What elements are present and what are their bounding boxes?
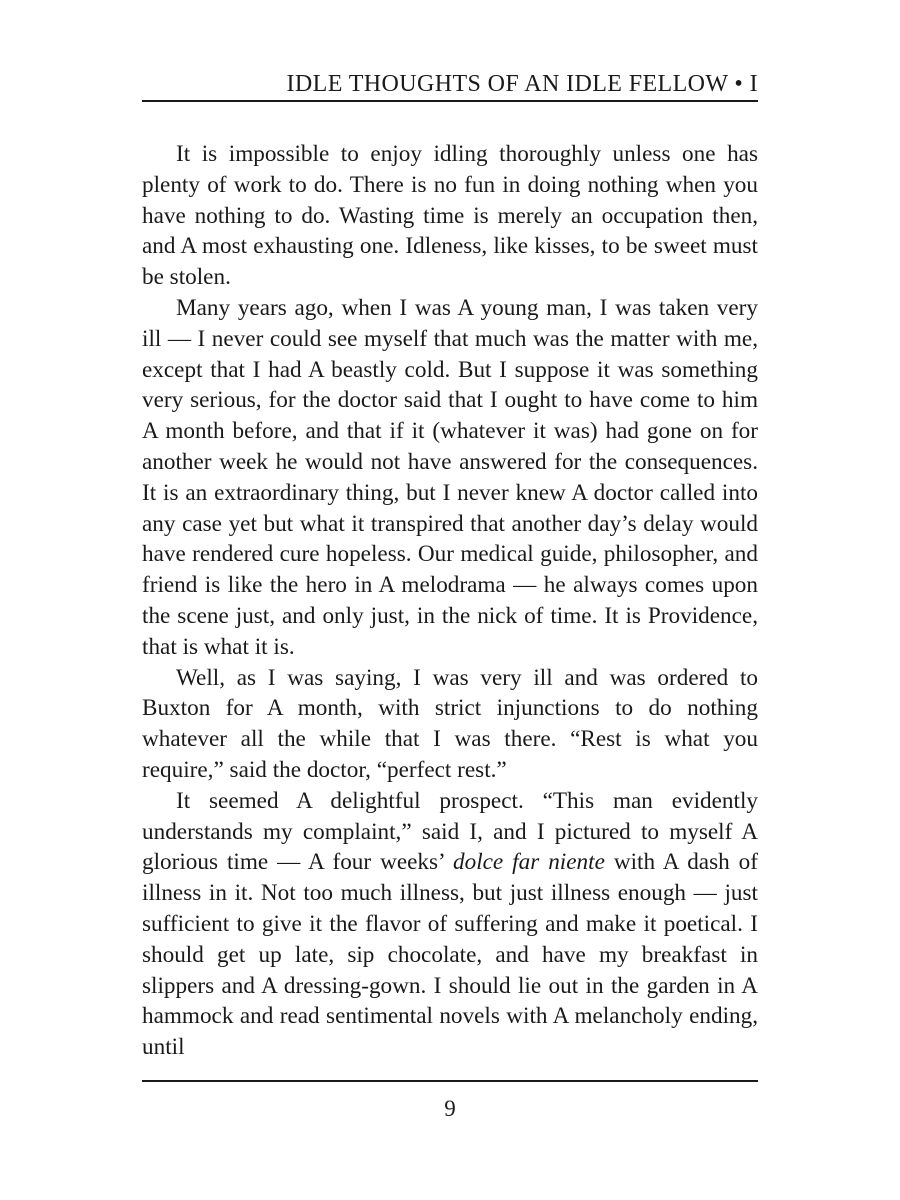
paragraph-4-part-2: with A dash of illness in it. Not too much illness, but just illness enough — just sufficient to give it the flavor of suffering and make it poetical. I should get up late, sip chocolate, and have my breakfast in slippers and A dressing-gown. I should lie out in the garden in A hammock and read sentimental novels with A melancholy ending, until xyxy=(142,849,758,1061)
paragraph-3: Well, as I was saying, I was very ill and was ordered to Buxton for A month, with strict injunctions to do nothing whatever all the while that I was there. “Rest is what you require,” said the doctor, “perfect rest.” xyxy=(142,664,758,783)
paragraph-2: Many years ago, when I was A young man, I was taken very ill — I never could see myself that much was the matter with me, except that I had A beastly cold. But I suppose it was something very serious, for the doctor said that I ought to have come to him A month before, and that if it (whatever it was) had gone on for another week he would not have answered for the consequences. It is an extraordinary thing, but I never knew A doctor called into any case yet but what it transpired that another day’s delay would have rendered cure hopeless. Our medical guide, philosopher, and friend is like the hero in A melodrama — he always comes upon the scene just, and only just, in the nick of time. It is Providence, that is what it is. xyxy=(142,294,758,660)
paragraph-4 xyxy=(142,786,758,1063)
paragraph-1: It is impossible to enjoy idling thoroughly unless one has plenty of work to do. There is no fun in doing nothing when you have nothing to do. Wasting time is merely an occupation then, and A most exhausting one. Idleness, like kisses, to be sweet must be stolen. xyxy=(142,141,758,291)
paragraph-4-part-1: It seemed A delightful prospect. “This man evidently understands my complaint,” said I, and I pictured to myself A glorious time — A four weeks’ xyxy=(142,787,758,876)
italic-phrase: dolce far niente xyxy=(453,849,605,876)
body-text xyxy=(142,139,758,1063)
footer-rule xyxy=(142,1080,758,1082)
running-head: IDLE THOUGHTS OF AN IDLE FELLOW • I xyxy=(286,71,758,97)
header-rule xyxy=(142,100,758,102)
page-number: 9 xyxy=(444,1096,456,1121)
